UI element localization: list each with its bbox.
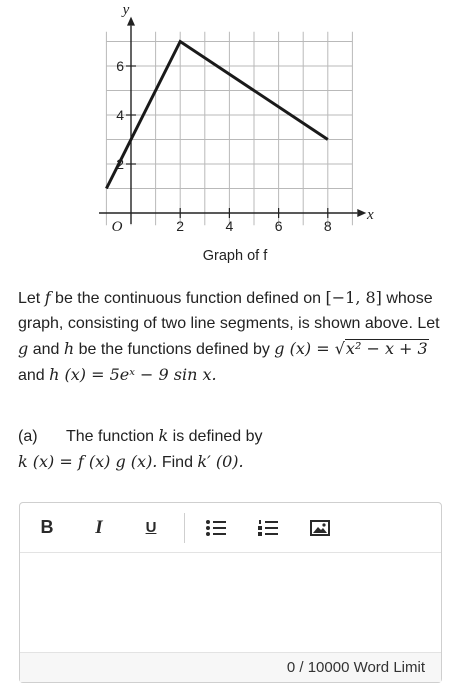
answer-text-area[interactable]	[20, 553, 441, 652]
editor-footer	[20, 652, 441, 682]
x-axis-arrow	[357, 209, 366, 217]
math-h-def: h (x) = 5eˣ − 9 sin x.	[49, 365, 217, 384]
x-tick-label: 4	[225, 218, 234, 234]
x-tick-label: 8	[323, 218, 332, 234]
math-k: k	[158, 426, 169, 445]
underline-button[interactable]: U	[145, 519, 157, 536]
origin-label: O	[111, 219, 123, 235]
bullet-list-button[interactable]	[197, 509, 235, 547]
math-radicand: x² − x + 3	[345, 339, 428, 358]
x-tick-label: 2	[176, 218, 185, 234]
y-tick-label: 4	[116, 107, 124, 123]
toolbar-divider	[184, 513, 185, 543]
y-axis-label: y	[122, 2, 130, 18]
editor-toolbar	[20, 503, 441, 553]
y-tick-label: 6	[116, 58, 124, 74]
numbered-list-icon	[257, 519, 279, 537]
math-interval: [−1, 8]	[325, 288, 382, 307]
x-tick-label: 6	[274, 218, 283, 234]
text: and	[28, 341, 64, 358]
italic-button[interactable]: I	[95, 516, 103, 538]
graph-caption	[0, 248, 470, 264]
text: Let	[18, 290, 45, 307]
text: be the continuous function defined on	[50, 290, 326, 307]
y-tick-label: 2	[116, 156, 124, 172]
text: and	[18, 367, 50, 384]
math-k-def: k (x) = f (x) g (x).	[18, 452, 158, 471]
text: whose graph, consisting of two line segments, is shown above. Let	[18, 290, 440, 332]
math-g: g	[18, 339, 29, 358]
word-limit-counter: 0 / 10000 Word Limit	[286, 659, 425, 676]
bold-button[interactable]: B	[40, 517, 54, 537]
part-label: (a)	[18, 428, 38, 445]
problem-statement	[18, 285, 448, 388]
insert-image-button[interactable]	[301, 509, 339, 547]
image-icon	[310, 520, 330, 536]
graph-of-f	[0, 0, 470, 250]
text: The function	[66, 428, 159, 445]
math-kprime: k′ (0).	[197, 452, 244, 471]
math-h: h	[63, 339, 75, 358]
numbered-list-button[interactable]	[249, 509, 287, 547]
text: Find	[157, 454, 198, 471]
tick-labels	[116, 58, 332, 234]
x-axis-label: x	[367, 207, 374, 223]
math-f: f	[44, 288, 51, 307]
sqrt-symbol: √	[334, 339, 345, 358]
math-g-def: g (x) =	[274, 339, 335, 358]
caption-text: Graph of f	[202, 248, 268, 264]
answer-editor	[19, 502, 442, 683]
part-a	[18, 423, 448, 475]
bullet-list-icon	[205, 519, 227, 537]
text: is defined by	[168, 428, 263, 445]
text: be the functions defined by	[74, 341, 275, 358]
grid	[106, 32, 352, 226]
